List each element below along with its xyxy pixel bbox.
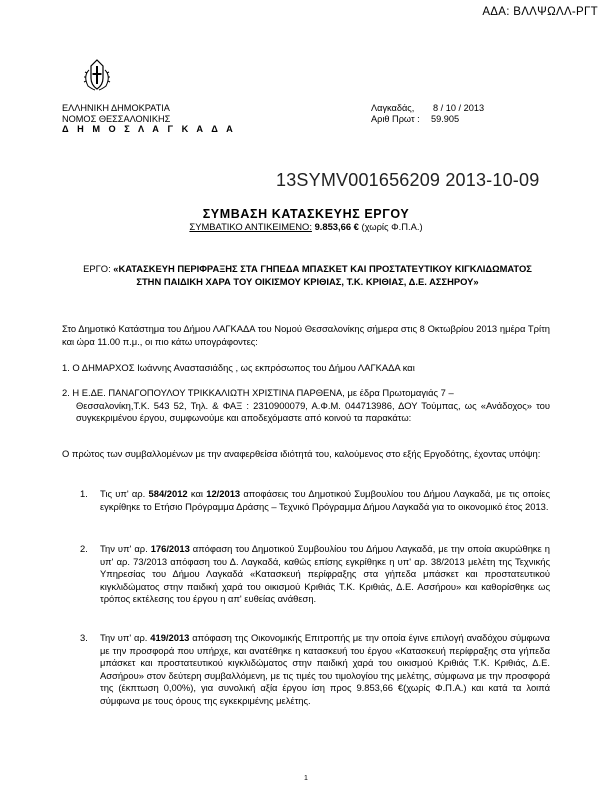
list-item-number: 2. [80, 543, 88, 554]
list-item-number: 3. [80, 632, 88, 643]
list-item [80, 632, 550, 708]
list-item [80, 488, 550, 513]
protocol-number: 59.905 [431, 113, 460, 124]
contract-amount: 9.853,66 € [314, 221, 359, 232]
place-label: Λαγκαδάς, [371, 103, 415, 113]
list-item-text: Την υπ' αρ. 419/2013 απόφαση της Οικονομικής Επιτροπής με την οποία έγινε επιλογή αναδόχου σύμφωνα με την προσφορά που υπήρχε, και ανατέθηκε η κατασκευή του έργου «Κατασκευή περίφραξης στα γήπεδα μπάσκετ και προστατευτικού κιγκλιδώματος στην παιδική χαρά του οικισμού Κριθιάς Τ.Κ. Κριθιάς, Δ.Ε. Ασσήρου» στον δεύτερη συμβαλλόμενη, με τις τιμές του τιμολογίου της μελέτης, σύμφωνα με την προσφορά της (έκπτωση 0,00%), για συνολική αξία έργου ίση προς 9.853,66 €(χωρίς Φ.Π.Α.) και κατά τα λοιπά σύμφωνα με τους όρους της εγκεκριμένης μελέτης. [100, 632, 550, 706]
contract-title: ΣΥΜΒΑΣΗ ΚΑΤΑΣΚΕΥΗΣ ΕΡΓΟΥ [202, 207, 410, 221]
document-id: 13SYMV001656209 2013-10-09 [276, 170, 540, 190]
issuer-block [62, 103, 236, 135]
party-two-details: Θεσσαλονίκη,Τ.Κ. 543 52, Τηλ. & ΦΑΞ : 2310900079, Α.Φ.Μ. 044713986, ΔΟΥ Τούμπας, ως «Ανάδοχος» του συγκεκριμένου έργου, συμφωνούμε και αποδεχόμαστε από κοινού τα παρακάτω: [76, 399, 550, 424]
list-item-number: 1. [80, 488, 88, 499]
protocol-label: Αριθ Πρωτ : [371, 113, 420, 124]
document-date: 8 / 10 / 2013 [433, 103, 485, 113]
page-number: 1 [304, 775, 308, 782]
ada-code: ΑΔΑ: ΒΛΛΨΩΛΛ-ΡΓΤ [482, 6, 598, 18]
contract-subject [0, 221, 612, 232]
issuer-municipality: Δ Η Μ Ο Σ Λ Α Γ Κ Α Δ Α [62, 124, 236, 135]
date-protocol-block [371, 103, 484, 124]
intro-paragraph: Στο Δημοτικό Κατάστημα του Δήμου ΛΑΓΚΑΔΑ του Νομού Θεσσαλονίκης σήμερα στις 8 Οκτωβρίου 2013 ημέρα Τρίτη και ώρα 11.00 π.μ., οι πιο κάτω υπογράφοντες: [62, 323, 550, 347]
employer-paragraph: Ο πρώτος των συμβαλλομένων με την αναφερθείσα ιδιότητά του, καλούμενος στο εξής Εργοδότης, έχοντας υπόψη: [62, 448, 541, 459]
party-two-line1: 2. Η Ε.ΔΕ. ΠΑΝΑΓΟΠΟΥΛΟΥ ΤΡΙΚΚΑΛΙΩΤΗ ΧΡΙΣΤΙΝΑ ΠΑΡΘΕΝΑ, με έδρα Πρωτομαγιάς 7 – [62, 387, 454, 398]
issuer-country: ΕΛΛΗΝΙΚΗ ΔΗΜΟΚΡΑΤΙΑ [62, 103, 170, 113]
list-item [80, 543, 550, 606]
project-label: ΕΡΓΟ: [83, 263, 111, 274]
party-two [62, 387, 550, 425]
issuer-prefecture: ΝΟΜΟΣ ΘΕΣΣΑΛΟΝΙΚΗΣ [62, 113, 171, 124]
project-description [80, 263, 535, 288]
project-name: «ΚΑΤΑΣΚΕΥΗ ΠΕΡΙΦΡΑΞΗΣ ΣΤΑ ΓΗΠΕΔΑ ΜΠΑΣΚΕΤ ΚΑΙ ΠΡΟΣΤΑΤΕΥΤΙΚΟΥ ΚΙΓΚΛΙΔΩΜΑΤΟΣ ΣΤΗΝ ΠΑΙΔΙΚΗ ΧΑΡΑ ΤΟΥ ΟΙΚΙΣΜΟΥ ΚΡΙΘΙΑΣ, Τ.Κ. ΚΡΙΘΙΑΣ, Δ.Ε. ΑΣΣΗΡΟΥ» [113, 263, 532, 287]
list-item-text: Την υπ' αρ. 176/2013 απόφαση του Δημοτικού Συμβουλίου του Δήμου Λαγκαδά, με την οποία ακυρώθηκε η υπ' αρ. 73/2013 απόφαση του Δ. Λαγκαδά, καθώς επίσης εγκρίθηκε η υπ' αρ. 38/2013 μελέτη της Τεχνικής Υπηρεσίας του Δήμου Λαγκαδά «Κατασκευή περίφραξης στα γήπεδα μπάσκετ και προστατευτικού κιγκλιδώματος στην παιδική χαρά του οικισμού Κριθιάς Τ.Κ. Κριθιάς, Δ.Ε. Ασσήρου» και καθορίσθηκε ως τρόπος εκτέλεσης του έργου η απ' ευθείας ανάθεση. [100, 543, 550, 605]
party-one: 1. Ο ΔΗΜΑΡΧΟΣ Ιωάννης Αναστασιάδης , ως εκπρόσωπος του Δήμου ΛΑΓΚΑΔΑ και [62, 362, 415, 373]
greek-emblem-icon [80, 58, 114, 92]
contract-subject-label: ΣΥΜΒΑΤΙΚΟ ΑΝΤΙΚΕΙΜΕΝΟ: [189, 221, 312, 232]
contract-vat-note: (χωρίς Φ.Π.Α.) [361, 221, 423, 232]
list-item-text: Τις υπ' αρ. 584/2012 και 12/2013 αποφάσεις του Δημοτικού Συμβουλίου του Δήμου Λαγκαδά, με τις οποίες εγκρίθηκε το Ετήσιο Πρόγραμμα Δράσης – Τεχνικό Πρόγραμμα Δήμου Λαγκαδά για το οικονομικό έτος 2013. [100, 488, 550, 512]
